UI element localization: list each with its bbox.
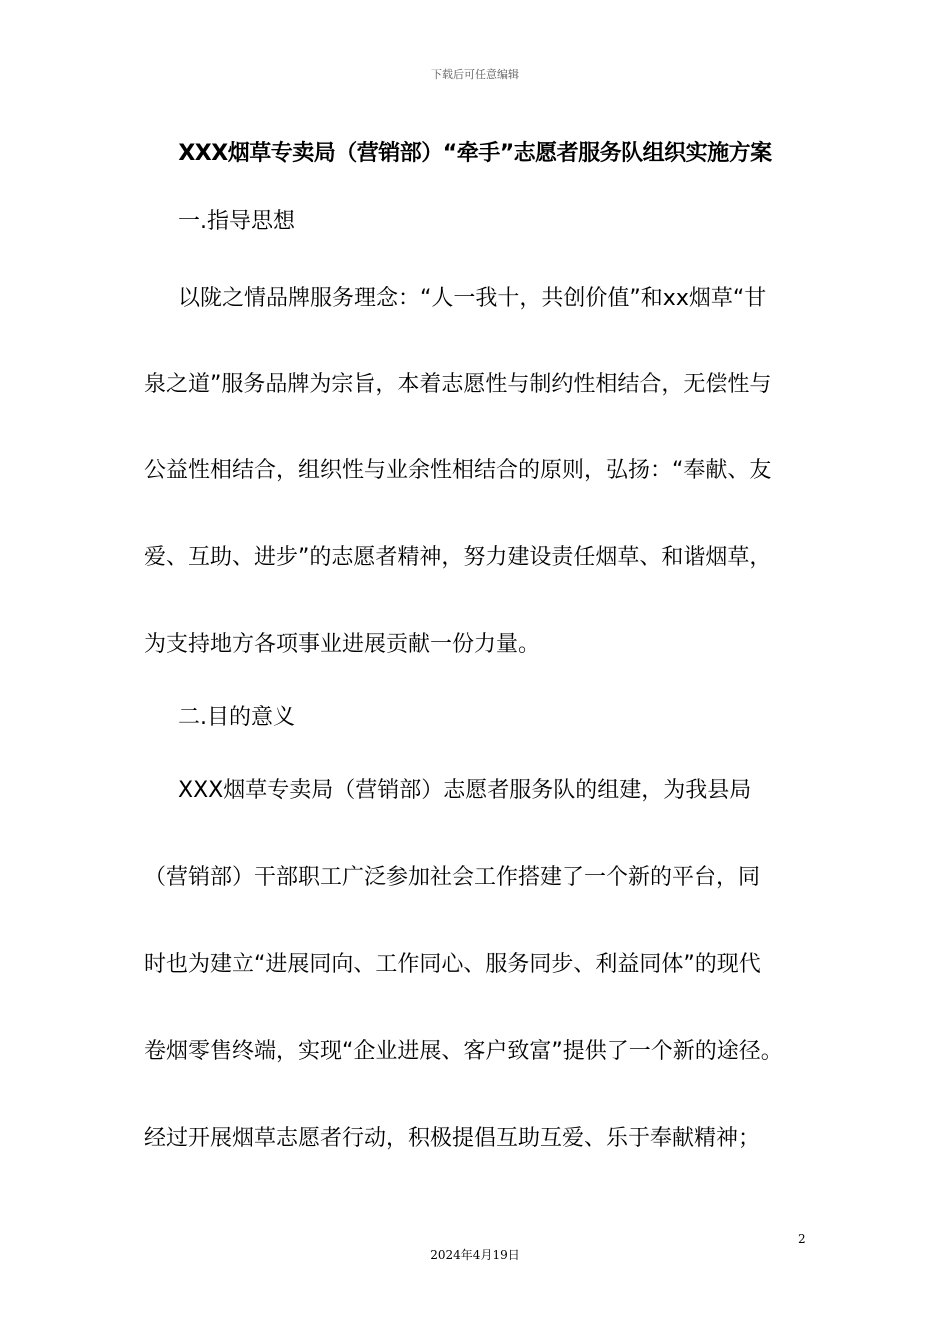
paragraph-line: 爱、互助、进步”的志愿者精神，努力建设责任烟草、和谐烟草， xyxy=(144,545,772,570)
section-heading-purpose: 二.目的意义 xyxy=(178,705,295,730)
paragraph-line: 公益性相结合，组织性与业余性相结合的原则，弘扬：“奉献、友 xyxy=(144,458,772,483)
paragraph-line: 经过开展烟草志愿者行动，积极提倡互助互爱、乐于奉献精神； xyxy=(144,1126,761,1151)
document-title: XXX烟草专卖局（营销部）“牵手”志愿者服务队组织实施方案 xyxy=(178,141,772,166)
paragraph-line: 时也为建立“进展同向、工作同心、服务同步、利益同体”的现代 xyxy=(144,952,761,977)
paragraph-line: 卷烟零售终端，实现“企业进展、客户致富”提供了一个新的途径。 xyxy=(144,1039,783,1064)
paragraph-line: 为支持地方各项事业进展贡献一份力量。 xyxy=(144,632,541,657)
header-note: 下载后可任意编辑 xyxy=(431,68,519,81)
page-number: 2 xyxy=(798,1232,806,1246)
paragraph-line: XXX烟草专卖局（营销部）志愿者服务队的组建，为我县局 xyxy=(178,778,752,803)
section-heading-guiding-ideology: 一.指导思想 xyxy=(178,209,295,234)
paragraph-line: 泉之道”服务品牌为宗旨，本着志愿性与制约性相结合，无偿性与 xyxy=(144,372,772,397)
paragraph-line: 以陇之情品牌服务理念：“人一我十，共创价值”和xx烟草“甘 xyxy=(178,286,767,311)
paragraph-line: （营销部）干部职工广泛参加社会工作搭建了一个新的平台，同 xyxy=(144,865,761,890)
footer-date: 2024年4月19日 xyxy=(430,1248,520,1262)
